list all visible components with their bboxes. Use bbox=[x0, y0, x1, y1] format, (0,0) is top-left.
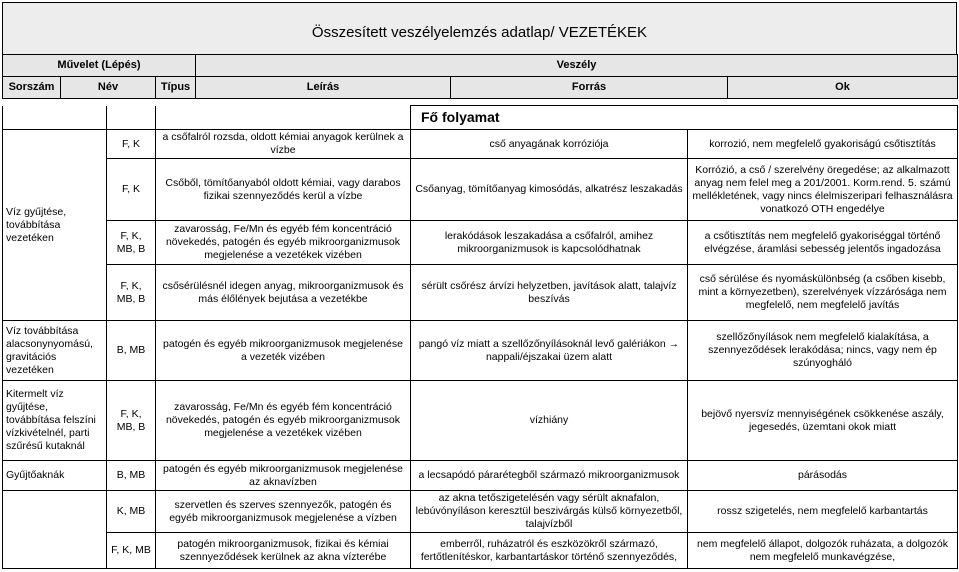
ok-cell: szellőzőnyílások nem megfelelő kialakítása, a szennyeződések lerakódása; nincs, vagy nem ép szúnyogháló bbox=[688, 321, 958, 381]
sorszam-header: Sorszám bbox=[3, 77, 61, 99]
tipus-header: Típus bbox=[156, 77, 196, 99]
leiras-cell: Csőből, tömítőanyaból oldott kémiai, vagy darabos fizikai szennyeződés kerül a vízbe bbox=[156, 159, 411, 221]
ok-cell: nem megfelelő állapot, dolgozók ruházata, a dolgozók nem megfelelő munkavégzése, bbox=[688, 533, 958, 569]
tipus-cell: F, K, MB, B bbox=[107, 221, 156, 265]
tipus-cell: F, K bbox=[107, 159, 156, 221]
table-row bbox=[3, 221, 958, 265]
header-table bbox=[2, 54, 958, 99]
fo-folyamat-label: Fő folyamat bbox=[411, 106, 958, 130]
forras-cell: a lecsapódó párarétegből származó mikroorganizmusok bbox=[411, 461, 688, 491]
leiras-header: Leírás bbox=[196, 77, 451, 99]
forras-cell: lerakódások leszakadása a csőfalról, amihez mikroorganizmusok is kapcsolódhatnak bbox=[411, 221, 688, 265]
table-row bbox=[3, 533, 958, 569]
leiras-cell: patogén és egyéb mikroorganizmusok megjelenése a vezeték vizében bbox=[156, 321, 411, 381]
tipus-cell: K, MB bbox=[107, 491, 156, 533]
forras-cell: Csőanyag, tömítőanyag kimosódás, alkatrész leszakadás bbox=[411, 159, 688, 221]
ok-cell: a csőtisztítás nem megfelelő gyakoriséggal történő elvégzése, áramlási sebesség jelentős ingadozása bbox=[688, 221, 958, 265]
leiras-cell: patogén és egyéb mikroorganizmusok megjelenése az aknavízben bbox=[156, 461, 411, 491]
forras-cell: cső anyagának korróziója bbox=[411, 130, 688, 159]
tipus-cell: F, K bbox=[107, 130, 156, 159]
group-name: Kitermelt víz gyűjtése, továbbítása felszíni vízkivételnél, parti szűrésű kutaknál bbox=[3, 381, 107, 461]
table-row bbox=[3, 381, 958, 461]
ok-cell: rossz szigetelés, nem megfelelő karbantartás bbox=[688, 491, 958, 533]
nev-header: Név bbox=[61, 77, 156, 99]
table-row bbox=[3, 130, 958, 159]
table-row bbox=[3, 491, 958, 533]
forras-cell: emberről, ruházatról és eszközökről származó, fertőtlenítéskor, karbantartáskor történő szennyeződés, bbox=[411, 533, 688, 569]
veszely-header: Veszély bbox=[196, 55, 958, 77]
leiras-cell: zavarosság, Fe/Mn és egyéb fém koncentráció növekedés, patogén és egyéb mikroorganizmusok megjelenése a vezetékek vizében bbox=[156, 221, 411, 265]
forras-header: Forrás bbox=[451, 77, 728, 99]
table-row bbox=[3, 159, 958, 221]
leiras-cell: a csőfalról rozsda, oldott kémiai anyagok kerülnek a vízbe bbox=[156, 130, 411, 159]
leiras-cell: csősérülésnél idegen anyag, mikroorganizmusok és más élőlények bejutása a vezetékbe bbox=[156, 265, 411, 321]
table-row bbox=[3, 265, 958, 321]
title-bar bbox=[2, 2, 957, 62]
forras-cell: sérült csőrész árvízi helyzetben, javítások alatt, talajvíz beszívás bbox=[411, 265, 688, 321]
ok-cell: párásodás bbox=[688, 461, 958, 491]
leiras-cell: zavarosság, Fe/Mn és egyéb fém koncentráció növekedés, patogén és egyéb mikroorganizmusok megjelenése a vezetékek vizében bbox=[156, 381, 411, 461]
forras-cell: vízhiány bbox=[411, 381, 688, 461]
leiras-cell: patogén mikroorganizmusok, fizikai és kémiai szennyeződések kerülnek az akna vízterébe bbox=[156, 533, 411, 569]
hazard-table bbox=[2, 105, 958, 569]
table-row bbox=[3, 461, 958, 491]
page-title: Összesített veszélyelemzés adatlap/ VEZETÉKEK bbox=[311, 23, 648, 41]
ok-cell: bejövő nyersvíz mennyiségének csökkenése aszály, jegesedés, üzemtani okok miatt bbox=[688, 381, 958, 461]
group-name: Gyűjtőaknák bbox=[3, 461, 107, 491]
forras-cell: pangó víz miatt a szellőzőnyílásoknál levő galériákon → nappali/éjszakai üzem alatt bbox=[411, 321, 688, 381]
ok-cell: korrozió, nem megfelelő gyakoriságú csőtisztítás bbox=[688, 130, 958, 159]
leiras-cell: szervetlen és szerves szennyezők, patogén és egyéb mikroorganizmusok megjelenése a vízben bbox=[156, 491, 411, 533]
muvelet-header: Művelet (Lépés) bbox=[3, 55, 196, 77]
table-row bbox=[3, 321, 958, 381]
tipus-cell: B, MB bbox=[107, 321, 156, 381]
tipus-cell: F, K, MB, B bbox=[107, 381, 156, 461]
ok-cell: Korrózió, a cső / szerelvény öregedése; az alkalmazott anyag nem felel meg a 201/2001. Korm.rend. 5. számú mellékletének, vagy nincs élelmiszeripari felhasználásra vonatkozó OTH engedélye bbox=[688, 159, 958, 221]
ok-cell: cső sérülése és nyomáskülönbség (a csőben kisebb, mint a környezetben), szerelvények vízzárósága nem megfelelő, nem megfelelő javítás bbox=[688, 265, 958, 321]
group-name: Víz gyűjtése, továbbítása vezetéken bbox=[3, 130, 107, 321]
forras-cell: az akna tetőszigetelésén vagy sérült aknafalon, lebúvónyíláson keresztül beszivárgás külső környezetből, talajvízből bbox=[411, 491, 688, 533]
tipus-cell: F, K, MB bbox=[107, 533, 156, 569]
tipus-cell: F, K, MB, B bbox=[107, 265, 156, 321]
group-name: Víz továbbítása alacsonynyomású, gravitációs vezetéken bbox=[3, 321, 107, 381]
ok-header: Ok bbox=[728, 77, 958, 99]
tipus-cell: B, MB bbox=[107, 461, 156, 491]
